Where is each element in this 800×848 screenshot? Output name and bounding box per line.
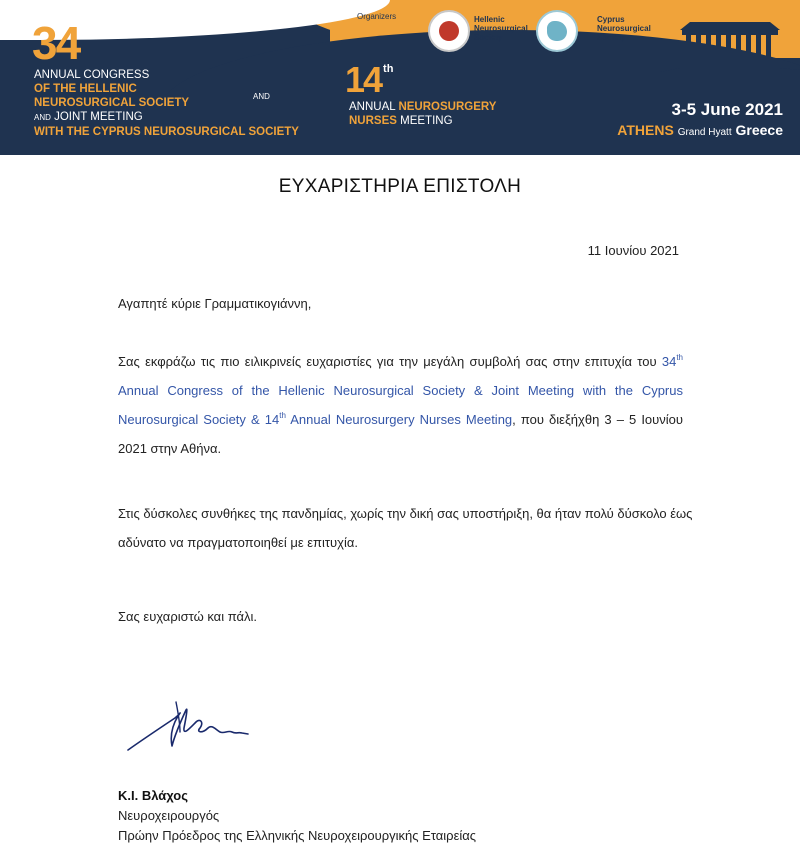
banner-and-label: AND — [253, 92, 270, 101]
cyprus-society-name: Cyprus Neurosurgical Society — [597, 15, 651, 42]
congress-title-line3: NEUROSURGICAL SOCIETY — [34, 97, 190, 109]
letter-salutation: Αγαπητέ κύριε Γραμματικογιάννη, — [118, 296, 312, 311]
letter-date: 11 Ιουνίου 2021 — [587, 243, 679, 258]
congress-title-line2: OF THE HELLENIC — [34, 83, 137, 95]
congress-dates: 3-5 June 2021 — [671, 100, 783, 119]
letter-closing: Σας ευχαριστώ και πάλι. — [118, 609, 258, 624]
cyprus-society-logo-icon — [536, 10, 578, 52]
letter-paragraph-pandemic: Στις δύσκολες συνθήκες της πανδημίας, χωρίς την δική σας υποστήριξη, θα ήταν πολύ δύσκολο έως αδύνατο να πραγματοποιηθεί με επιτυχία. — [118, 506, 693, 550]
congress-number: 34 $^{th}$ — [32, 17, 95, 69]
signatory-former-title: Πρώην Πρόεδρος της Ελληνικής Νευροχειρουργικής Εταιρείας — [118, 828, 477, 843]
letter-paragraph-thanks: Σας εκφράζω τις πιο ειλικρινείς ευχαριστίες για την μεγάλη συμβολή σας στην επιτυχία του 34th Annual Congress of the Hellenic Neurosurgical Society & Joint Meeting with the Cyprus Neurosurgical Society & 14th Annual Neurosurgery Nurses Meeting, που διεξήχθη 3 – 5 Ιουνίου 2021 στην Αθήνα. — [118, 353, 683, 456]
handwritten-signature — [120, 688, 290, 763]
congress-title-line5: WITH THE CYPRUS NEUROSURGICAL SOCIETY — [34, 126, 299, 138]
nurses-meeting-number: 14 $^{th}$ — [345, 59, 394, 100]
nurses-meeting-title: ANNUAL NEUROSURGERY NURSES MEETING — [349, 101, 497, 127]
congress-location: ATHENS Grand Hyatt Greece — [617, 122, 783, 138]
congress-title-line4: AND JOINT MEETING — [34, 111, 143, 123]
congress-title-line1: ANNUAL CONGRESS — [34, 69, 150, 81]
signatory-role: Νευροχειρουργός — [118, 808, 220, 823]
letter-title: ΕΥΧΑΡΙΣΤΗΡΙΑ ΕΠΙΣΤΟΛΗ — [278, 176, 522, 197]
event-name: 34th Annual Congress of the Hellenic Neurosurgical Society & Joint Meeting with the Cyprus Neurosurgical Society & 14th Annual Neurosurgery Nurses Meeting — [118, 353, 683, 427]
signatory-name: Κ.Ι. Βλάχος — [118, 788, 189, 803]
parthenon-silhouette-icon — [660, 10, 800, 80]
hellenic-society-logo-icon — [428, 10, 470, 52]
hellenic-society-name: Hellenic Neurosurgical Society — [474, 15, 528, 42]
organizers-label: Organizers — [357, 12, 397, 21]
congress-banner — [0, 0, 800, 155]
